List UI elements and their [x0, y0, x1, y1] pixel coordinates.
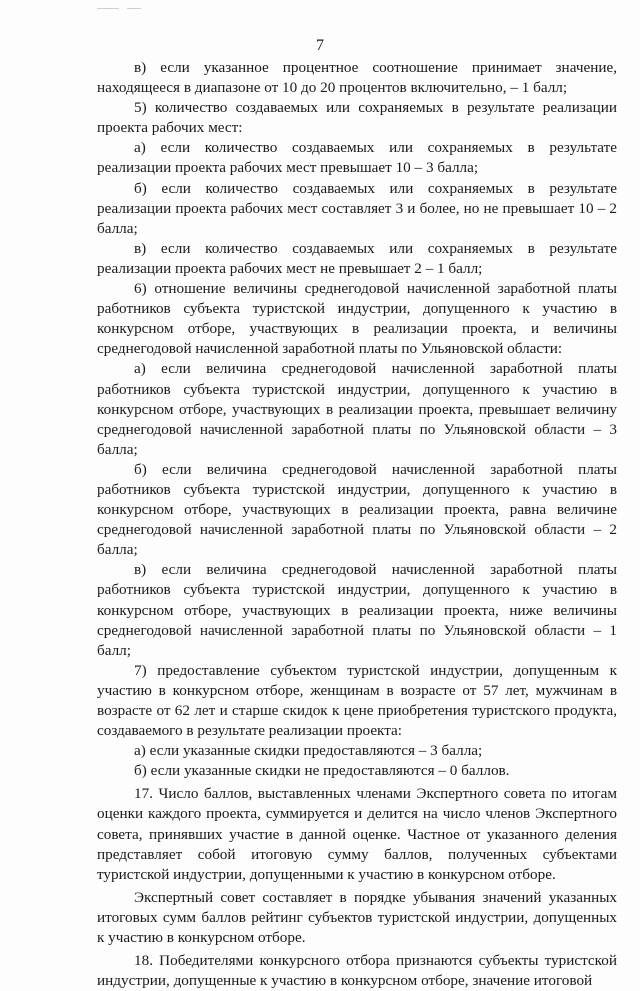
document-body [97, 58, 617, 991]
paragraph: 18. Победителями конкурсного отбора признаются субъекты туристской индустрии, допущенные к участию в конкурсном отборе, значение итоговой [97, 952, 617, 990]
paragraph: 7) предоставление субъектом туристской индустрии, допущенным к участию в конкурсном отборе, женщинам в возрасте от 57 лет, мужчинам в возрасте от 62 лет и старше скидок к цене приобретения туристского продукта, создаваемого в результате реализации проекта: [97, 661, 617, 740]
paragraph: 6) отношение величины среднегодовой начисленной заработной платы работников субъекта туристской индустрии, допущенного к участию в конкурсном отборе, участвующих в реализации проекта, и величины среднегодовой начисленной заработной платы по Ульяновской области: [97, 280, 617, 358]
paragraph: в) если количество создаваемых или сохраняемых в результате реализации проекта рабочих мест не превышает 2 – 1 балл; [97, 239, 617, 277]
paragraph: в) если указанное процентное соотношение принимает значение, находящееся в диапазоне от 10 до 20 процентов включительно, – 1 балл; [97, 59, 617, 97]
paragraph: 17. Число баллов, выставленных членами Экспертного совета по итогам оценки каждого проекта, суммируется и делится на число членов Экспертного совета, принявших участие в данной оценке. Частное от указанного деления представляет собой итоговую сумму баллов, полученных субъектами туристской индустрии, допущенными к участию в конкурсном отборе. [97, 785, 617, 883]
scan-artifact [127, 8, 141, 9]
paragraph: а) если величина среднегодовой начисленной заработной платы работников субъекта туристской индустрии, допущенного к участию в конкурсном отборе, участвующих в реализации проекта, превышает величину среднегодовой начисленной заработной платы по Ульяновской области – 3 балла; [97, 360, 617, 458]
paragraph: 5) количество создаваемых или сохраняемых в результате реализации проекта рабочих мест: [97, 99, 617, 137]
paragraph: Экспертный совет составляет в порядке убывания значений указанных итоговых сумм баллов рейтинг субъектов туристской индустрии, допущенных к участию в конкурсном отборе. [97, 888, 617, 947]
paragraph: а) если количество создаваемых или сохраняемых в результате реализации проекта рабочих мест превышает 10 – 3 балла; [97, 139, 617, 177]
page-number: 7 [316, 37, 324, 54]
paragraph: в) если величина среднегодовой начисленной заработной платы работников субъекта туристской индустрии, допущенного к участию в конкурсном отборе, участвующих в реализации проекта, ниже величины среднегодовой начисленной заработной платы по Ульяновской области – 1 балл; [97, 561, 617, 659]
paragraph: б) если величина среднегодовой начисленной заработной платы работников субъекта туристской индустрии, допущенного к участию в конкурсном отборе, участвующих в реализации проекта, равна величине среднегодовой начисленной заработной платы по Ульяновской области – 2 балла; [97, 460, 617, 559]
scan-artifact [97, 8, 119, 9]
paragraph: б) если количество создаваемых или сохраняемых в результате реализации проекта рабочих мест составляет 3 и более, но не превышает 10 – 2 балла; [97, 179, 617, 237]
paragraph: а) если указанные скидки предоставляются – 3 балла; [134, 742, 483, 760]
paragraph: б) если указанные скидки не предоставляются – 0 баллов. [134, 762, 510, 780]
